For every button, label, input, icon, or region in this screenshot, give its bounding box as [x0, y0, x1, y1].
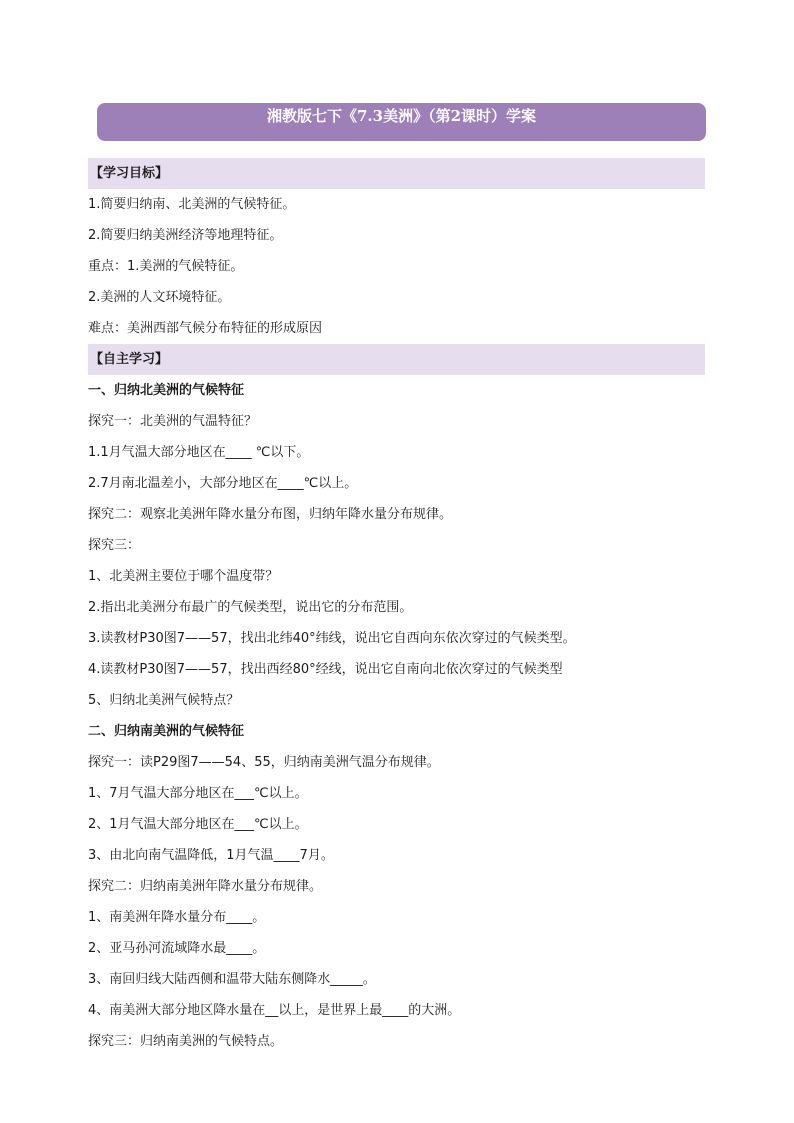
text-line: 3、南回归线大陆西侧和温带大陆东侧降水_____。	[88, 972, 376, 987]
text-line: 探究一：读P29图7——54、55，归纳南美洲气温分布规律。	[88, 755, 440, 770]
page-title: 湘教版七下《7.3美洲》（第2课时）学案	[97, 103, 706, 141]
section-heading: 【学习目标】	[88, 158, 705, 189]
subsection-heading: 二、归纳南美洲的气候特征	[88, 724, 245, 739]
text-line: 1、北美洲主要位于哪个温度带？	[88, 569, 279, 584]
subsection-heading: 一、归纳北美洲的气候特征	[88, 383, 245, 398]
text-line: 1、7月气温大部分地区在___℃以上。	[88, 786, 308, 801]
text-line: 难点：美洲西部气候分布特征的形成原因	[88, 321, 323, 336]
text-line: 2.7月南北温差小，大部分地区在____℃以上。	[88, 476, 358, 491]
text-line: 2、亚马孙河流域降水最____。	[88, 941, 266, 956]
text-line: 探究二：归纳南美洲年降水量分布规律。	[88, 879, 323, 894]
text-line: 2.指出北美洲分布最广的气候类型，说出它的分布范围。	[88, 600, 413, 615]
text-line: 探究三：归纳南美洲的气候特点。	[88, 1034, 284, 1049]
text-line: 1、南美洲年降水量分布____。	[88, 910, 266, 925]
text-line: 2.美洲的人文环境特征。	[88, 290, 231, 305]
text-line: 重点：1.美洲的气候特征。	[88, 259, 244, 274]
text-line: 2、1月气温大部分地区在___℃以上。	[88, 817, 308, 832]
text-line: 5、归纳北美洲气候特点？	[88, 693, 240, 708]
text-line: 2.简要归纳美洲经济等地理特征。	[88, 228, 283, 243]
text-line: 3、由北向南气温降低，1月气温____7月。	[88, 848, 334, 863]
text-line: 探究二：观察北美洲年降水量分布图，归纳年降水量分布规律。	[88, 507, 453, 522]
text-line: 1.简要归纳南、北美洲的气候特征。	[88, 197, 296, 212]
text-line: 探究一：北美洲的气温特征？	[88, 414, 258, 429]
text-line: 1.1月气温大部分地区在____ ℃以下。	[88, 445, 310, 460]
text-line: 探究三：	[88, 538, 141, 553]
section-heading: 【自主学习】	[88, 344, 705, 375]
worksheet-content	[88, 158, 705, 1057]
text-line: 4、南美洲大部分地区降水量在__以上，是世界上最____的大洲。	[88, 1003, 461, 1018]
text-line: 3.读教材P30图7——57，找出北纬40°纬线，说出它自西向东依次穿过的气候类型。	[88, 631, 576, 646]
text-line: 4.读教材P30图7——57，找出西经80°经线，说出它自南向北依次穿过的气候类型	[88, 662, 563, 677]
